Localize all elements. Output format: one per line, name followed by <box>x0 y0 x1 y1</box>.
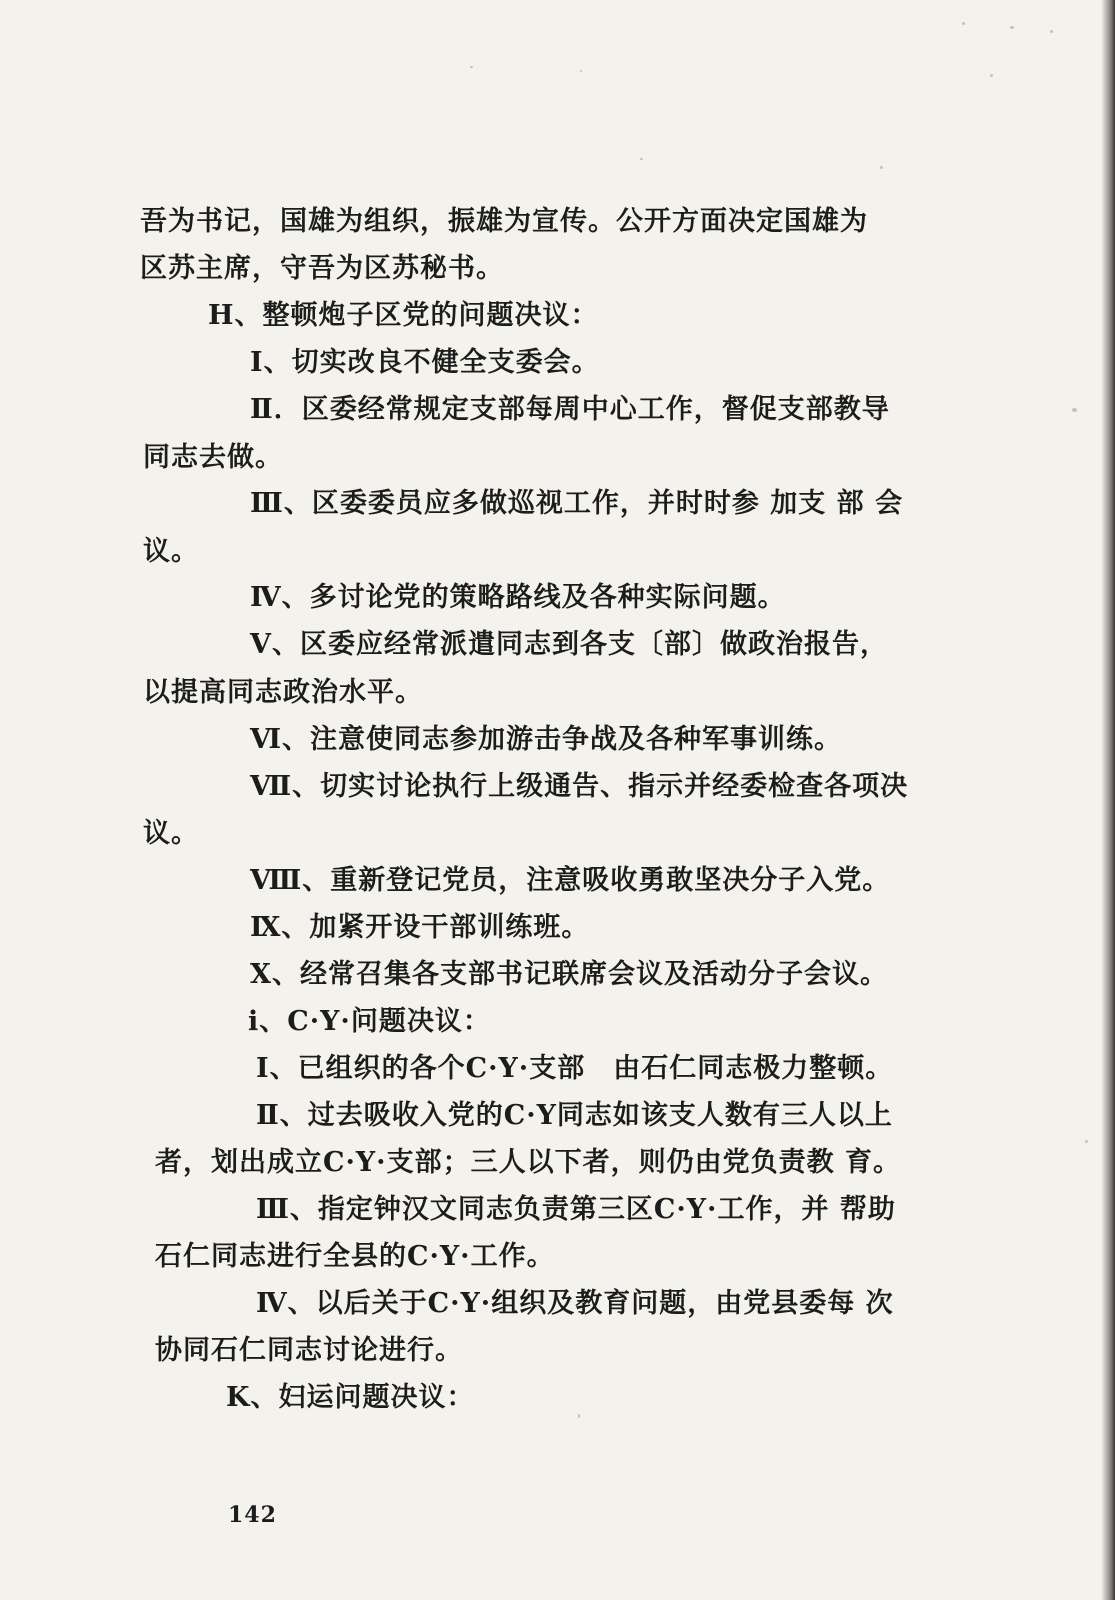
page-edge-shadow <box>1101 0 1115 1600</box>
text-line-20: Ⅱ、过去吸收入党的C·Y同志如该支人数有三人以上 <box>256 1100 893 1131</box>
text-line-9: Ⅳ、多讨论党的策略路线及各种实际问题。 <box>250 582 786 613</box>
scan-speckle <box>990 74 993 77</box>
text-line-23: 石仁同志进行全县的C·Y·工作。 <box>155 1241 555 1272</box>
section-heading-k: K、妇运问题决议： <box>226 1382 475 1413</box>
text-line-8: 议。 <box>143 536 199 567</box>
text-line-11: 以提高同志政治水平。 <box>143 677 423 708</box>
text-line-1: 吾为书记，国雄为组织，振雄为宣传。公开方面决定国雄为 <box>140 206 868 237</box>
section-heading-h: H、整顿炮子区党的问题决议： <box>208 300 599 331</box>
scan-speckle <box>962 22 965 25</box>
text-line-12: Ⅵ、注意使同志参加游击争战及各种军事训练。 <box>250 724 843 755</box>
scan-speckle <box>640 158 643 160</box>
text-line-5: Ⅱ．区委经常规定支部每周中心工作，督促支部教导 <box>250 394 890 425</box>
section-heading-i: i、C·Y·问题决议： <box>248 1006 491 1037</box>
text-line-25: 协同石仁同志讨论进行。 <box>155 1335 463 1366</box>
scan-speckle <box>470 66 473 68</box>
scan-speckle <box>1072 408 1077 412</box>
text-line-4: Ⅰ、切实改良不健全支委会。 <box>250 347 600 378</box>
scan-speckle <box>1010 26 1014 29</box>
text-line-15: Ⅷ、重新登记党员，注意吸收勇敢坚决分子入党。 <box>250 865 891 896</box>
text-line-2: 区苏主席，守吾为区苏秘书。 <box>140 253 504 284</box>
scan-speckle <box>880 166 883 169</box>
page-number: 142 <box>228 1502 277 1528</box>
scan-speckle <box>578 1414 580 1418</box>
text-line-10: Ⅴ、区委应经常派遣同志到各支〔部〕做政治报告， <box>250 629 888 660</box>
text-line-24: Ⅳ、以后关于C·Y·组织及教育问题，由党县委每 次 <box>256 1288 894 1319</box>
text-line-6: 同志去做。 <box>143 442 283 473</box>
scan-speckle <box>580 70 582 72</box>
text-line-17: Ⅹ、经常召集各支部书记联席会议及活动分子会议。 <box>250 959 888 990</box>
text-line-13: Ⅶ、切实讨论执行上级通告、指示并经委检查各项决 <box>250 771 909 802</box>
text-line-22: Ⅲ、指定钟汉文同志负责第三区C·Y·工作，并 帮助 <box>256 1194 896 1225</box>
text-line-7: Ⅲ、区委委员应多做巡视工作，并时时参 加支 部 会 <box>250 488 904 519</box>
text-line-21: 者，划出成立C·Y·支部；三人以下者，则仍由党负责教 育。 <box>155 1147 901 1178</box>
text-line-16: Ⅸ、加紧开设干部训练班。 <box>250 912 590 943</box>
scan-speckle <box>1050 30 1053 33</box>
text-line-14: 议。 <box>143 818 199 849</box>
scan-speckle <box>1085 1140 1088 1143</box>
text-line-19: Ⅰ、已组织的各个C·Y·支部 由石仁同志极力整顿。 <box>256 1053 894 1084</box>
